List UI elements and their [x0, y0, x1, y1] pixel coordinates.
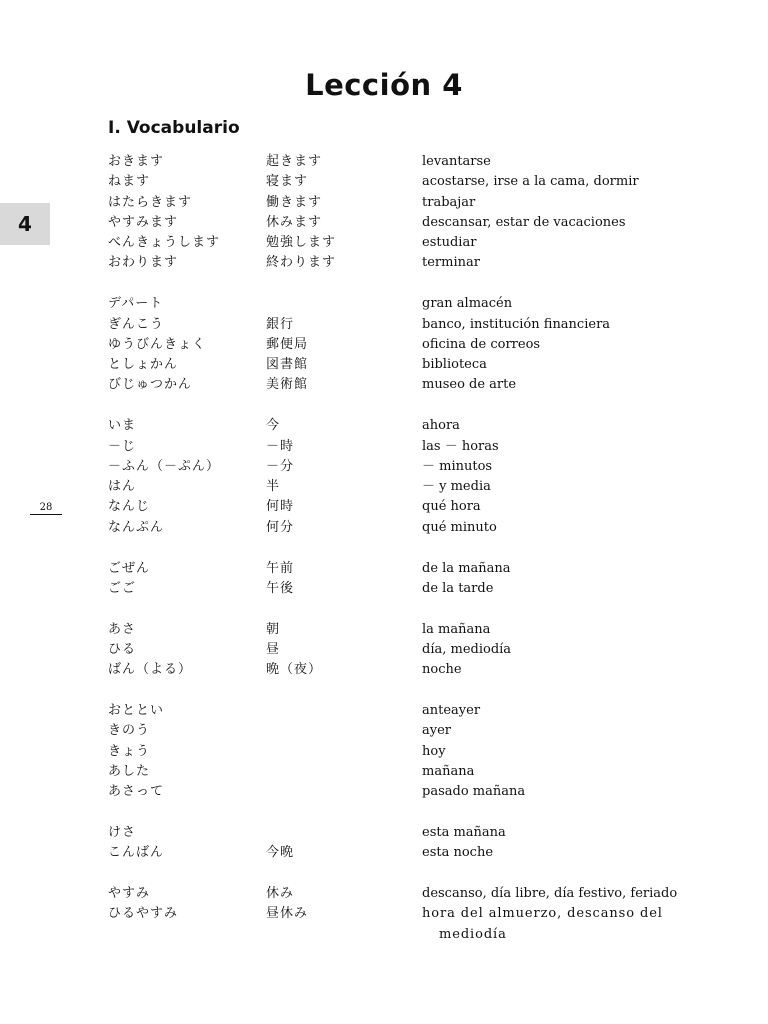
kanji-term: 今	[266, 418, 281, 434]
vocab-row	[108, 579, 688, 599]
vocab-row	[108, 213, 688, 233]
kana-term: ごご	[108, 580, 137, 596]
kanji-term: 半	[266, 479, 281, 495]
kana-term: ゆうびんきょく	[108, 336, 207, 352]
vocab-group	[108, 559, 688, 600]
kana-term: やすみます	[108, 214, 179, 230]
spanish-meaning: oficina de correos	[422, 336, 541, 352]
kana-term: おきます	[108, 154, 165, 169]
vocab-row	[108, 477, 688, 497]
spanish-meaning: las － horas	[422, 438, 499, 454]
kana-term: ばん（よる）	[108, 662, 193, 678]
vocab-row	[108, 335, 688, 355]
kana-term: ねます	[108, 174, 151, 190]
vocab-row	[108, 823, 688, 843]
kanji-term: 晩（夜）	[266, 662, 323, 678]
vocab-row	[108, 233, 688, 253]
kanji-term: 銀行	[266, 316, 295, 332]
kanji-term: 何時	[266, 499, 295, 515]
kana-term: こんばん	[108, 845, 165, 861]
kanji-term: 郵便局	[266, 336, 309, 352]
kana-term: びじゅつかん	[108, 377, 193, 393]
section-heading: I. Vocabulario	[108, 118, 240, 138]
kana-term: あさって	[108, 784, 165, 800]
kanji-term: 何分	[266, 519, 295, 535]
vocab-row	[108, 904, 688, 945]
vocab-row	[108, 721, 688, 741]
spanish-meaning-line-2: mediodía	[439, 926, 507, 942]
vocab-row	[108, 416, 688, 436]
spanish-meaning: mañana	[422, 763, 475, 779]
vocab-group	[108, 884, 688, 945]
kanji-term: 美術館	[266, 377, 309, 393]
spanish-meaning: acostarse, irse a la cama, dormir	[422, 174, 639, 190]
spanish-meaning: descanso, día libre, día festivo, feriado	[422, 886, 678, 902]
vocab-row	[108, 315, 688, 335]
spanish-meaning: gran almacén	[422, 296, 513, 312]
kanji-term: 朝	[266, 621, 281, 637]
kana-term: べんきょうします	[108, 235, 221, 251]
kana-term: ひる	[108, 641, 137, 657]
kana-term: けさ	[108, 825, 137, 841]
kanji-term: －時	[266, 438, 295, 454]
kana-term: ごぜん	[108, 560, 151, 576]
spanish-meaning: ahora	[422, 418, 460, 434]
vocab-row	[108, 152, 688, 172]
spanish-meaning: － y media	[422, 479, 491, 495]
kana-term: －じ	[108, 438, 137, 454]
kana-term: きのう	[108, 723, 151, 739]
kanji-term: 昼	[266, 641, 281, 657]
kana-term: おわります	[108, 255, 179, 271]
kana-term: はん	[108, 479, 137, 495]
kana-term: ひるやすみ	[108, 906, 179, 922]
page-title: Lección 4	[305, 68, 463, 102]
vocab-row	[108, 701, 688, 721]
kanji-term: －分	[266, 458, 295, 474]
kanji-term: 今晩	[266, 845, 295, 861]
vocab-row	[108, 640, 688, 660]
spanish-meaning: día, mediodía	[422, 641, 512, 657]
vocab-row	[108, 172, 688, 192]
vocab-row	[108, 762, 688, 782]
spanish-meaning-line-1: hora del almuerzo, descanso del	[422, 906, 663, 922]
vocab-row	[108, 294, 688, 314]
spanish-meaning: trabajar	[422, 194, 476, 210]
vocab-group	[108, 152, 688, 274]
spanish-meaning: museo de arte	[422, 377, 517, 393]
kana-term: やすみ	[108, 886, 151, 902]
spanish-meaning: terminar	[422, 255, 480, 271]
vocab-row	[108, 518, 688, 538]
vocab-row	[108, 437, 688, 457]
spanish-meaning: pasado mañana	[422, 784, 526, 800]
kana-term: ぎんこう	[108, 316, 165, 332]
kana-term: あさ	[108, 621, 137, 637]
chapter-tab: 4	[0, 203, 50, 245]
kana-term: なんぷん	[108, 519, 165, 535]
vocab-group	[108, 823, 688, 864]
kanji-term: 図書館	[266, 357, 309, 373]
vocab-row	[108, 497, 688, 517]
kanji-term: 午前	[266, 560, 295, 576]
page-number: 28	[30, 502, 62, 515]
kanji-term: 勉強します	[266, 235, 337, 251]
spanish-meaning: esta mañana	[422, 825, 506, 841]
kana-term: あした	[108, 763, 151, 779]
spanish-meaning: la mañana	[422, 621, 491, 637]
spanish-meaning: biblioteca	[422, 357, 487, 373]
kana-term: なんじ	[108, 499, 151, 515]
spanish-meaning	[422, 904, 684, 945]
kanji-term: 午後	[266, 580, 295, 596]
spanish-meaning: qué hora	[422, 499, 481, 515]
kana-term: デパート	[108, 296, 164, 312]
spanish-meaning: ayer	[422, 723, 452, 739]
kanji-term: 休みます	[266, 214, 323, 230]
kanji-term: 起きます	[266, 154, 323, 169]
vocab-row	[108, 742, 688, 762]
kana-term: はたらきます	[108, 194, 193, 210]
spanish-meaning: anteayer	[422, 703, 481, 719]
kana-term: おととい	[108, 703, 165, 719]
vocab-row	[108, 559, 688, 579]
kana-term: いま	[108, 418, 137, 434]
kanji-term: 寝ます	[266, 174, 309, 190]
vocab-row	[108, 355, 688, 375]
vocab-row	[108, 193, 688, 213]
spanish-meaning: estudiar	[422, 235, 477, 251]
kana-term: －ふん（－ぷん）	[108, 458, 221, 474]
vocab-row	[108, 843, 688, 863]
spanish-meaning: noche	[422, 662, 462, 678]
kanji-term: 昼休み	[266, 906, 309, 922]
spanish-meaning: levantarse	[422, 154, 491, 169]
vocab-row	[108, 457, 688, 477]
vocab-group	[108, 294, 688, 395]
kanji-term: 終わります	[266, 255, 337, 271]
kana-term: きょう	[108, 743, 151, 759]
spanish-meaning: de la tarde	[422, 580, 494, 596]
kana-term: としょかん	[108, 357, 179, 373]
kanji-term: 休み	[266, 886, 295, 902]
spanish-meaning: de la mañana	[422, 560, 511, 576]
vocab-row	[108, 620, 688, 640]
vocab-row	[108, 375, 688, 395]
vocab-row	[108, 782, 688, 802]
vocab-group	[108, 416, 688, 538]
kanji-term: 働きます	[266, 194, 323, 210]
spanish-meaning: esta noche	[422, 845, 494, 861]
spanish-meaning: － minutos	[422, 458, 493, 474]
spanish-meaning: banco, institución financiera	[422, 316, 611, 332]
vocab-row	[108, 884, 688, 904]
vocabulary-list	[108, 152, 688, 966]
vocab-row	[108, 660, 688, 680]
vocab-group	[108, 620, 688, 681]
spanish-meaning: qué minuto	[422, 519, 497, 535]
spanish-meaning: descansar, estar de vacaciones	[422, 214, 626, 230]
spanish-meaning: hoy	[422, 743, 446, 759]
vocab-row	[108, 253, 688, 273]
vocab-group	[108, 701, 688, 802]
